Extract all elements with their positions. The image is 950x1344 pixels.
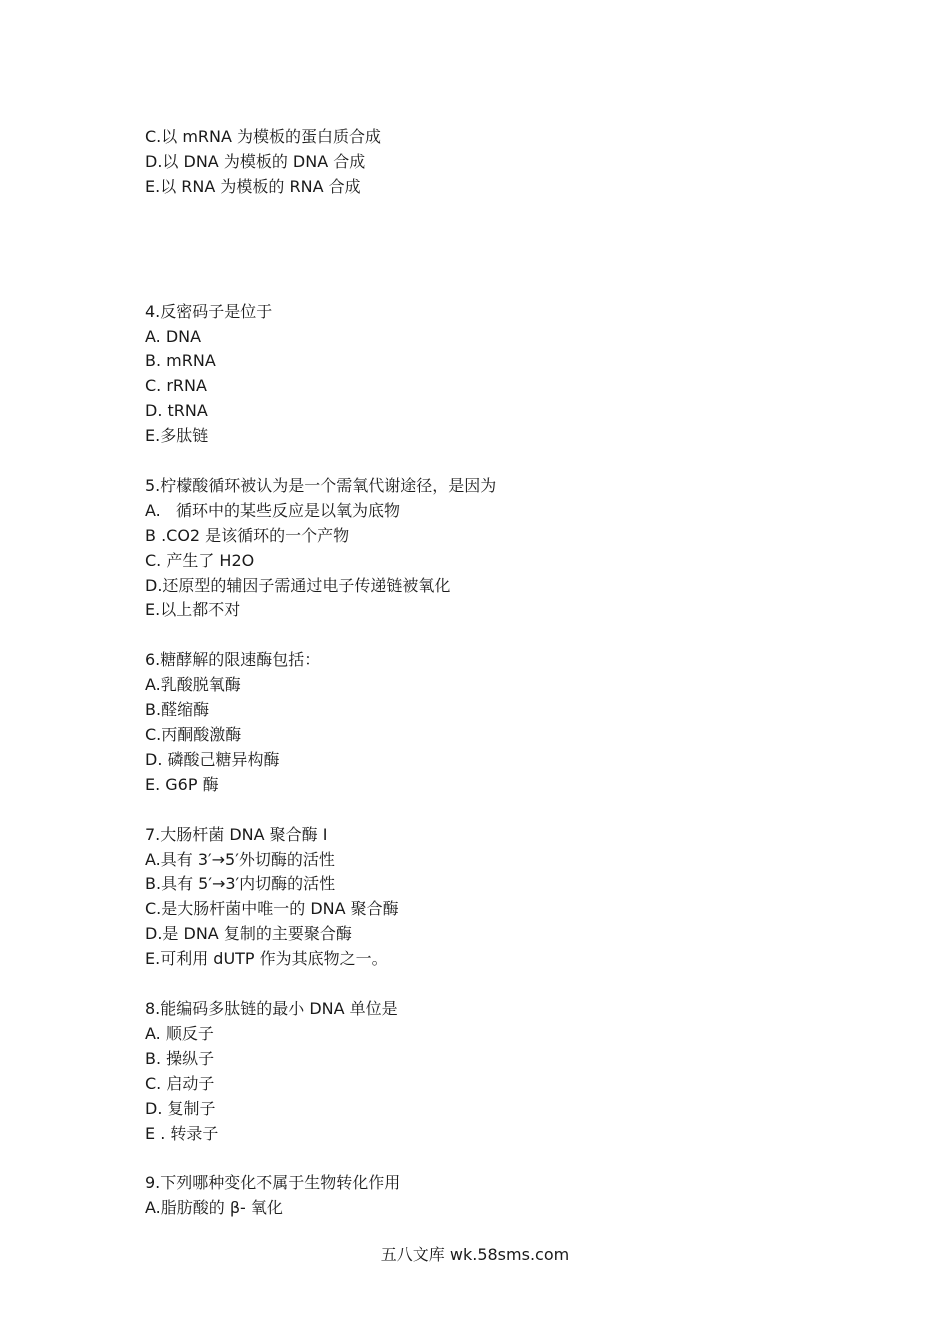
- option-a: A. 循环中的某些反应是以氧为底物: [145, 500, 401, 520]
- option-c: C.以 mRNA 为模板的蛋白质合成: [145, 127, 382, 146]
- option-a: A.脂肪酸的 β- 氧化: [145, 1198, 283, 1218]
- spacer: [145, 972, 845, 997]
- option-c: C. 产生了 H2O: [145, 550, 255, 570]
- spacer: [145, 1146, 845, 1171]
- spacer: [145, 449, 845, 474]
- question-9: [145, 1171, 845, 1221]
- blank-space: [145, 200, 845, 300]
- option-e: E. G6P 酶: [145, 774, 219, 794]
- question-stem: 5.柠檬酸循环被认为是一个需氧代谢途径，是因为: [145, 476, 497, 496]
- option-d: D. 复制子: [145, 1098, 216, 1118]
- option-c: C. rRNA: [145, 376, 207, 396]
- question-stem: 8.能编码多肽链的最小 DNA 单位是: [145, 999, 398, 1019]
- question-5: [145, 474, 845, 623]
- option-d: D.以 DNA 为模板的 DNA 合成: [145, 151, 366, 171]
- question-stem: 6.糖酵解的限速酶包括：: [145, 650, 321, 670]
- option-a: A. DNA: [145, 326, 202, 346]
- question-stem: 4.反密码子是位于: [145, 301, 273, 321]
- option-e: E . 转录子: [145, 1123, 219, 1143]
- question-3-options: [145, 125, 845, 200]
- option-b: B. 操纵子: [145, 1048, 215, 1068]
- option-b: B.醛缩酶: [145, 700, 210, 720]
- option-d: D. 磷酸己糖异构酶: [145, 749, 280, 769]
- page-footer: 五八文库 wk.58sms.com: [380, 1245, 570, 1264]
- option-d: D. tRNA: [145, 401, 208, 421]
- option-e: E.可利用 dUTP 作为其底物之一。: [145, 949, 388, 969]
- option-b: B .CO2 是该循环的一个产物: [145, 525, 350, 545]
- option-b: B. mRNA: [145, 351, 216, 371]
- option-e: E.以上都不对: [145, 600, 241, 620]
- option-c: C.是大肠杆菌中唯一的 DNA 聚合酶: [145, 899, 399, 919]
- question-6: [145, 648, 845, 797]
- question-stem: 7.大肠杆菌 DNA 聚合酶 I: [145, 824, 328, 844]
- option-a: A.乳酸脱氧酶: [145, 675, 241, 695]
- question-8: [145, 997, 845, 1146]
- page-content: [145, 125, 845, 1221]
- question-7: [145, 823, 845, 972]
- spacer: [145, 798, 845, 823]
- option-c: C. 启动子: [145, 1073, 215, 1093]
- option-e: E.多肽链: [145, 426, 209, 446]
- option-d: D.是 DNA 复制的主要聚合酶: [145, 924, 352, 944]
- question-stem: 9.下列哪种变化不属于生物转化作用: [145, 1173, 401, 1193]
- option-b: B.具有 5′→3′内切酶的活性: [145, 874, 336, 894]
- option-e: E.以 RNA 为模板的 RNA 合成: [145, 176, 361, 196]
- option-a: A.具有 3′→5′外切酶的活性: [145, 849, 335, 869]
- spacer: [145, 623, 845, 648]
- question-4: [145, 300, 845, 449]
- option-c: C.丙酮酸激酶: [145, 725, 242, 745]
- option-d: D.还原型的辅因子需通过电子传递链被氧化: [145, 575, 451, 595]
- option-a: A. 顺反子: [145, 1023, 214, 1043]
